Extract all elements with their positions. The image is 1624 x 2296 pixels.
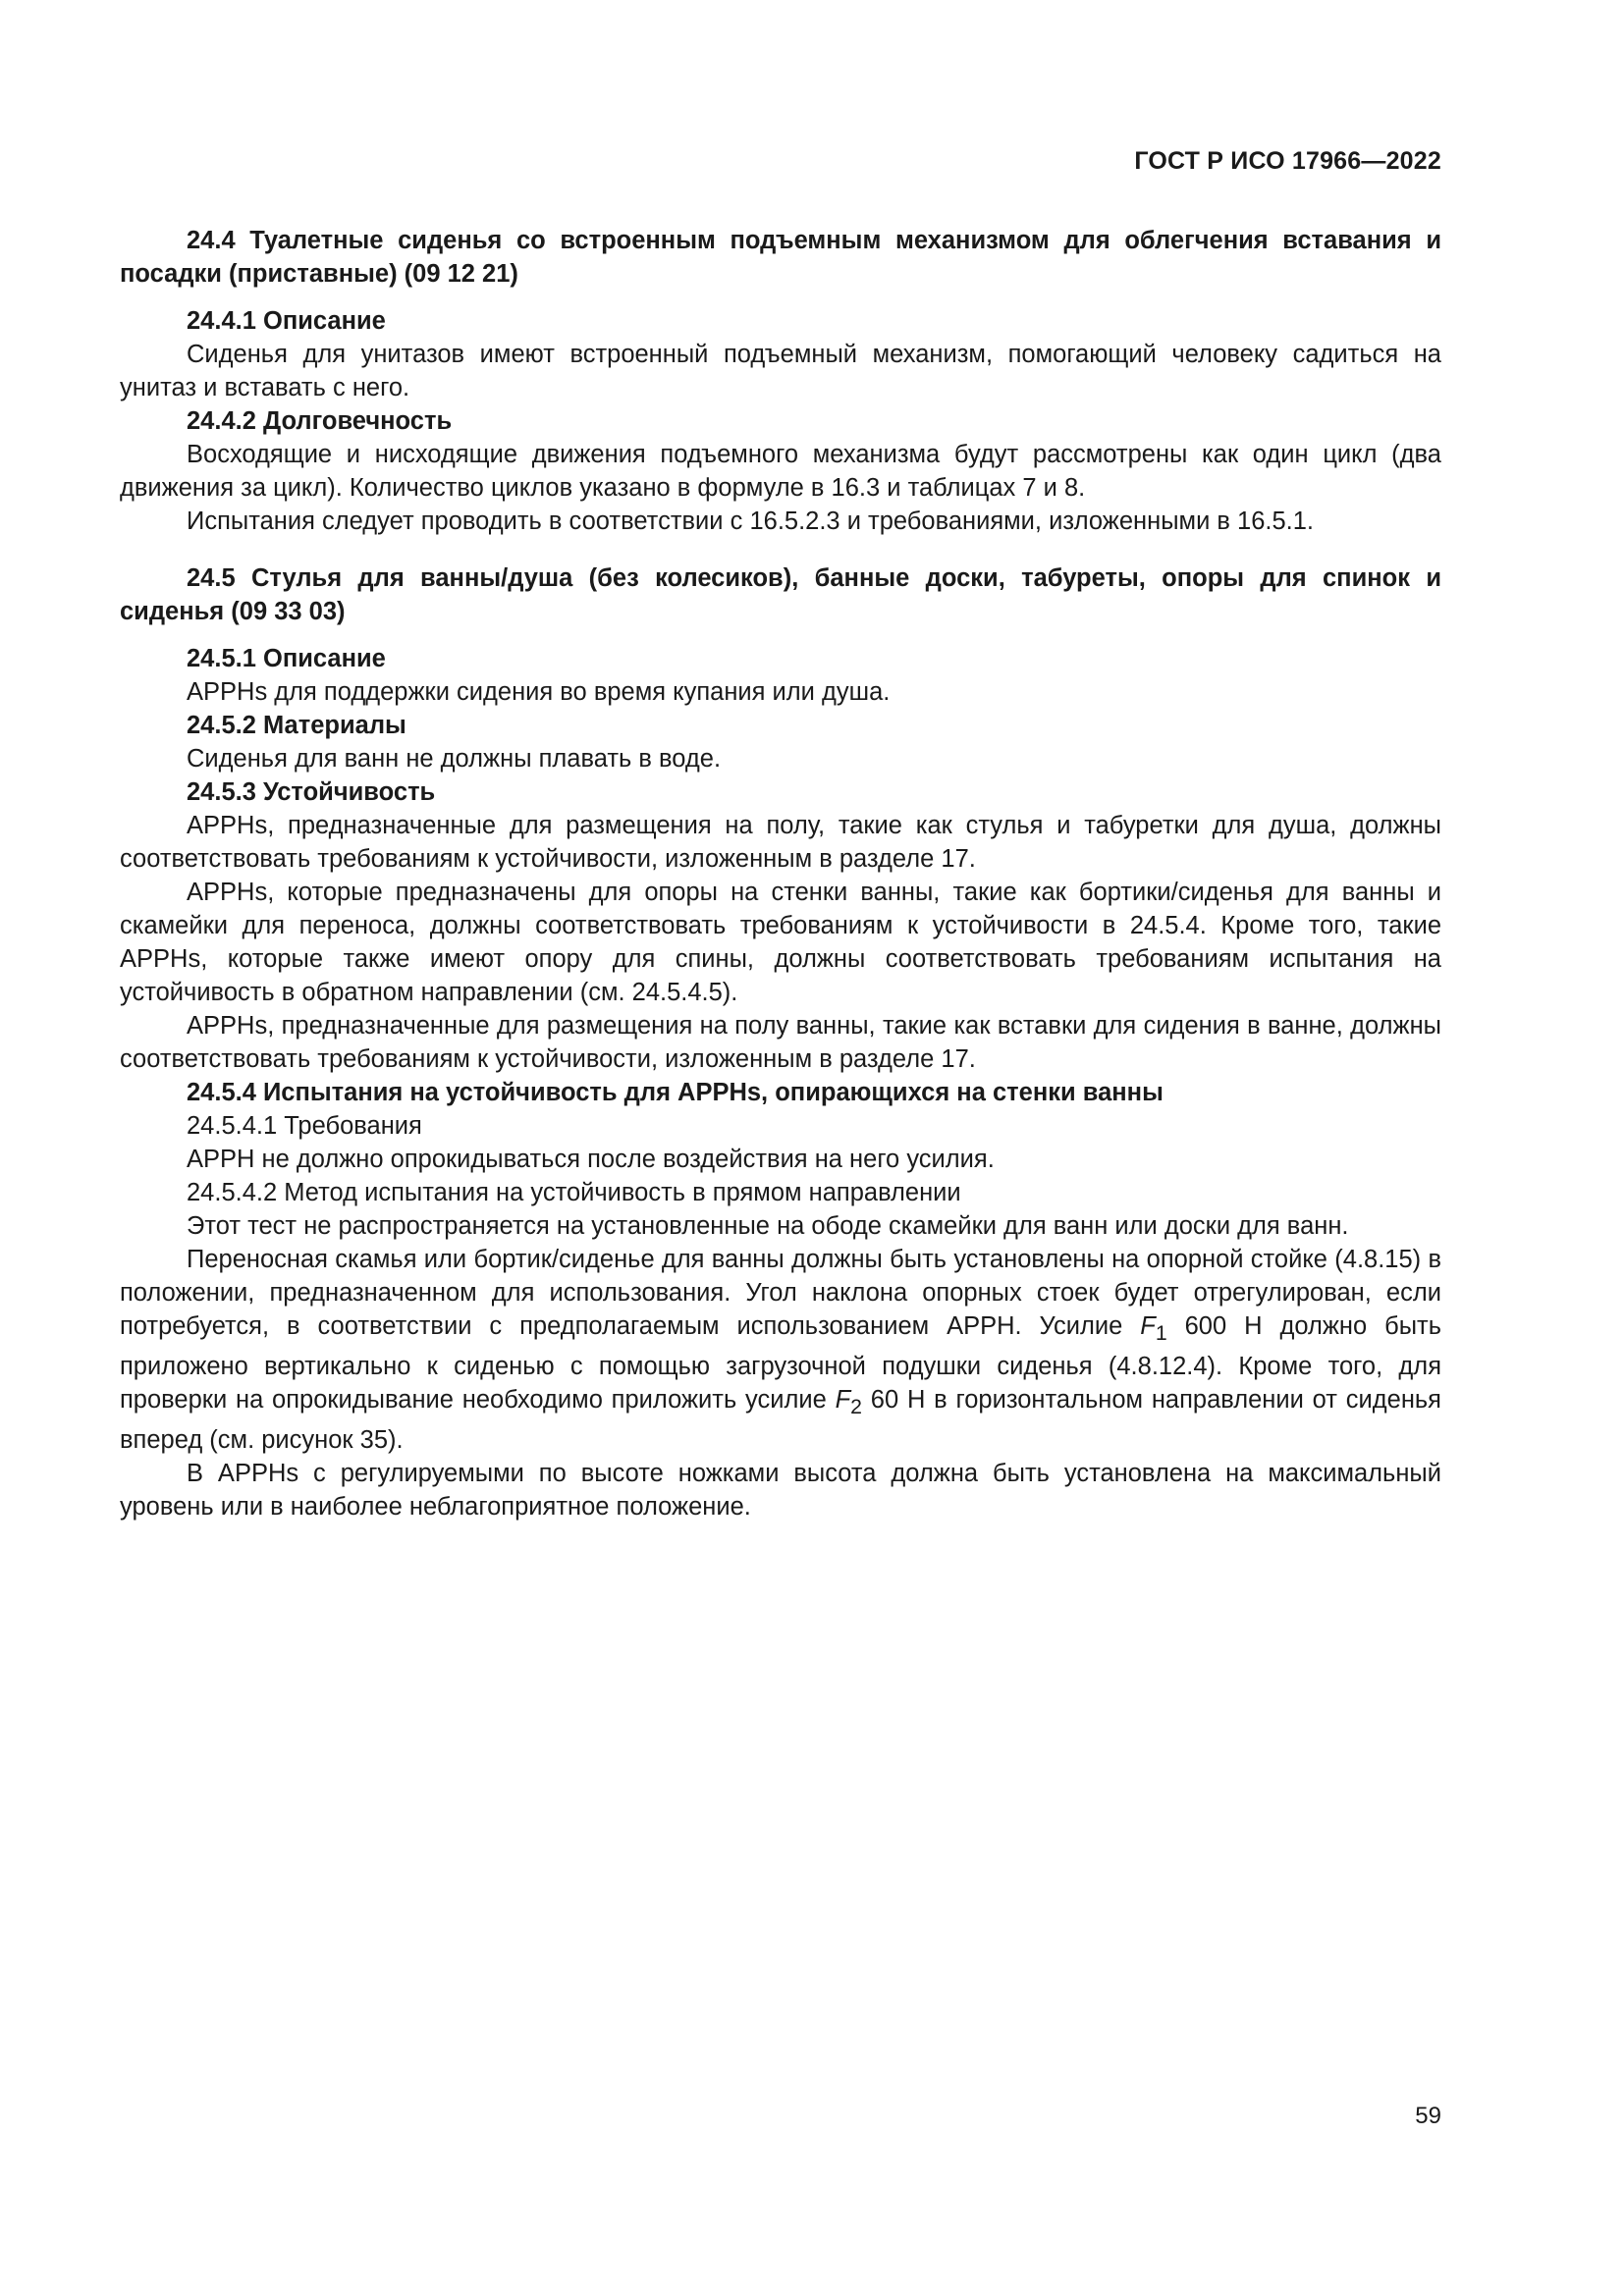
subsection-title-24-5-4: 24.5.4 Испытания на устойчивость для APPHs, опирающихся на стенки ванны	[187, 1079, 1164, 1106]
paragraph: Испытания следует проводить в соответствии с 16.5.2.3 и требованиями, изложенными в 16.5.1.	[187, 507, 1315, 535]
text-run: Переносная скамья или бортик/сиденье для ванны должны быть установлены на опорной стойке (4.8.15) в положении, предназначенном для использования. Угол наклона опорных стоек будет отрегулирован, если потребуется, в соответствии с предполагаемым использованием APPH. Усилие	[120, 1246, 1441, 1340]
section-title-24-5: 24.5 Стулья для ванны/душа (без колесиков), банные доски, табуреты, опоры для спинок и сиденья (09 33 03)	[120, 564, 1441, 625]
force-subscript-1: 1	[1155, 1321, 1167, 1346]
text-run: 600 Н должно быть приложено вертикально к сиденью с помощью загрузочной подушки сиденья (4.8.12.4). Кроме того, для проверки на опрокидывание необходимо приложить усилие	[120, 1312, 1441, 1415]
subsection-title-24-5-1: 24.5.1 Описание	[187, 645, 386, 672]
paragraph: Сиденья для унитазов имеют встроенный подъемный механизм, помогающий человеку садиться на унитаз и вставать с него.	[120, 341, 1441, 401]
document-header-id: ГОСТ Р ИСО 17966—2022	[1134, 147, 1441, 175]
clause-title-24-5-4-1: 24.5.4.1 Требования	[187, 1112, 422, 1140]
paragraph: APPH не должно опрокидываться после воздействия на него усилия.	[187, 1146, 995, 1173]
paragraph: Восходящие и нисходящие движения подъемного механизма будут рассмотрены как один цикл (два движения за цикл). Количество циклов указано в формуле в 16.3 и таблицах 7 и 8.	[120, 441, 1441, 502]
text-run: 60 Н в горизонтальном направлении от сиденья вперед (см. рисунок 35).	[120, 1386, 1441, 1455]
paragraph: APPHs, предназначенные для размещения на полу, такие как стулья и табуретки для душа, должны соответствовать требованиям к устойчивости, изложенным в разделе 17.	[120, 812, 1441, 873]
force-symbol-f1: F	[1140, 1312, 1156, 1340]
paragraph: APPHs, которые предназначены для опоры на стенки ванны, такие как бортики/сиденья для ванны и скамейки для переноса, должны соответствовать требованиям к устойчивости в 24.5.4. Кроме того, такие APPHs, которые также имеют опору для спины, должны соответствовать требованиям испытания на устойчивость в обратном направлении (см. 24.5.4.5).	[120, 879, 1441, 1006]
paragraph: Этот тест не распространяется на установленные на ободе скамейки для ванн или доски для ванн.	[187, 1212, 1349, 1240]
paragraph: APPHs для поддержки сидения во время купания или душа.	[187, 678, 891, 706]
paragraph: APPHs, предназначенные для размещения на полу ванны, такие как вставки для сидения в ванне, должны соответствовать требованиям к устойчивости, изложенным в разделе 17.	[120, 1012, 1441, 1073]
subsection-title-24-5-2: 24.5.2 Материалы	[187, 712, 406, 739]
document-body	[120, 224, 1441, 1523]
force-subscript-2: 2	[850, 1395, 862, 1419]
subsection-title-24-4-1: 24.4.1 Описание	[187, 307, 386, 335]
clause-title-24-5-4-2: 24.5.4.2 Метод испытания на устойчивость в прямом направлении	[187, 1179, 961, 1206]
paragraph-with-forces	[120, 1243, 1441, 1457]
subsection-title-24-4-2: 24.4.2 Долговечность	[187, 407, 453, 435]
section-title-24-4: 24.4 Туалетные сиденья со встроенным подъемным механизмом для облегчения вставания и посадки (приставные) (09 12 21)	[120, 227, 1441, 288]
force-symbol-f2: F	[835, 1386, 851, 1415]
page-number: 59	[1415, 2103, 1441, 2129]
paragraph: В APPHs с регулируемыми по высоте ножками высота должна быть установлена на максимальный уровень или в наиболее неблагоприятное положение.	[120, 1460, 1441, 1522]
paragraph: Сиденья для ванн не должны плавать в воде.	[187, 745, 722, 773]
subsection-title-24-5-3: 24.5.3 Устойчивость	[187, 778, 436, 806]
